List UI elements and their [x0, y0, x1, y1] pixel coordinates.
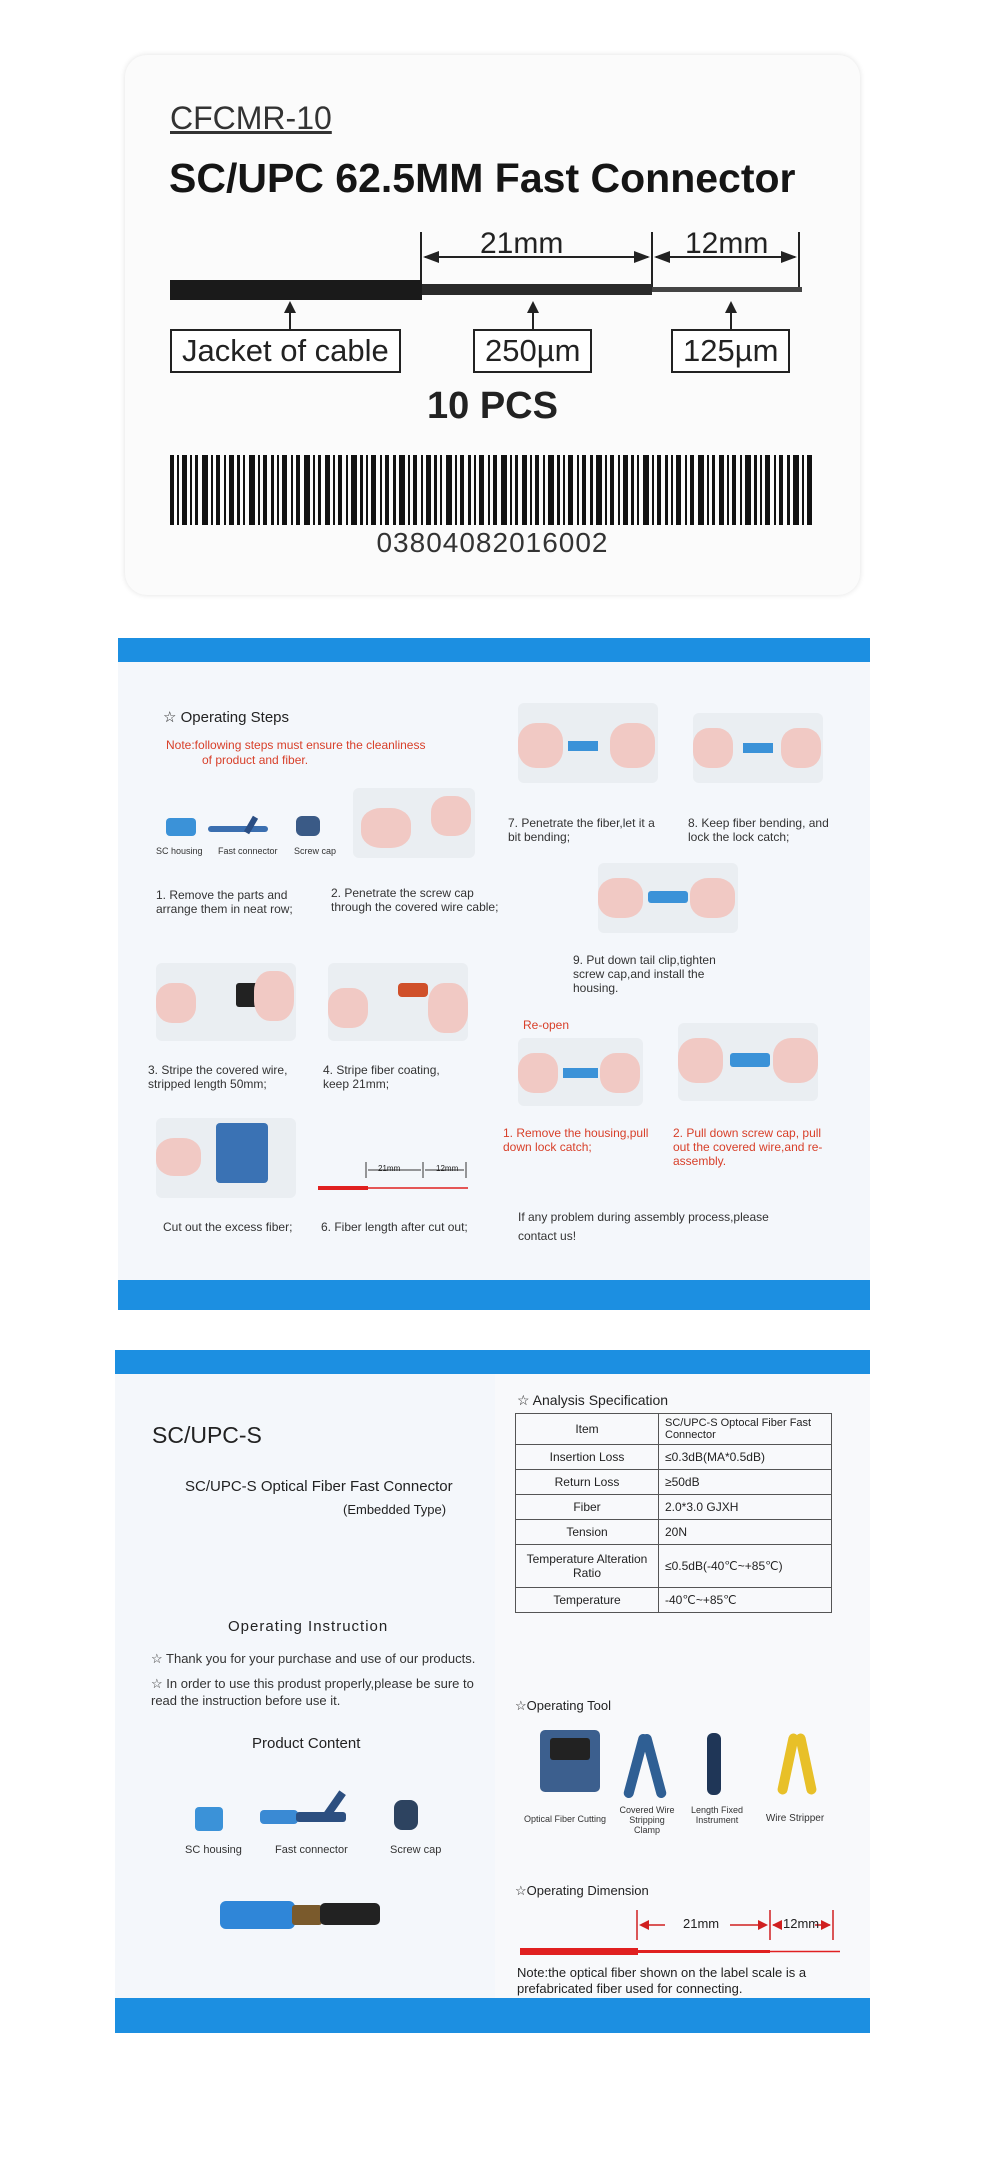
- product-spec-panel: [115, 1350, 870, 2033]
- spec-cell: Return Loss: [516, 1470, 659, 1495]
- quantity: 10 PCS: [427, 385, 558, 427]
- spec-row: [516, 1445, 832, 1470]
- spec-row: [516, 1545, 832, 1588]
- step6-dim-12mm: 12mm: [436, 1164, 459, 1173]
- spec-row: [516, 1520, 832, 1545]
- spec-cell: ≤0.5dB(-40℃~+85℃): [659, 1545, 832, 1588]
- product-label-card: [125, 55, 860, 595]
- product-embedded: (Embedded Type): [343, 1502, 447, 1517]
- dim-21mm: 21mm: [683, 1916, 720, 1931]
- screw-cap-image: [394, 1800, 418, 1830]
- product-subtitle: SC/UPC-S Optical Fiber Fast Connector: [185, 1478, 453, 1495]
- spec-cell: ≤0.3dB(MA*0.5dB): [659, 1445, 832, 1470]
- spec-cell: 20N: [659, 1520, 832, 1545]
- step3-photo: [156, 963, 296, 1041]
- part-label-screw-cap: Screw cap: [390, 1844, 442, 1856]
- product-name: SC/UPC-S: [152, 1422, 262, 1448]
- step5-photo: [156, 1118, 296, 1198]
- panel-bottom-bar: [115, 1998, 870, 2033]
- tool-label-stripping-clamp: Covered Wire Stripping Clamp: [619, 1805, 675, 1835]
- tool-label-length-fixed: Length Fixed Instrument: [690, 1805, 744, 1825]
- spec-cell: Temperature Alteration Ratio: [516, 1545, 659, 1588]
- tool-heading: ☆Operating Tool: [515, 1698, 611, 1713]
- spec-row: [516, 1470, 832, 1495]
- sc-housing-image: [166, 818, 196, 836]
- thanks-text: ☆ Thank you for your purchase and use of our products.: [151, 1651, 476, 1666]
- dim-12mm: 12mm: [783, 1916, 820, 1931]
- part-label-fast-connector: Fast connector: [275, 1844, 348, 1856]
- instruction-heading: Operating Instruction: [228, 1618, 389, 1635]
- spec-cell: Insertion Loss: [516, 1445, 659, 1470]
- panel-top-bar: [115, 1350, 870, 1374]
- step3-text: 3. Stripe the covered wire, stripped length 50mm;: [148, 1063, 288, 1091]
- reopen1-photo: [518, 1038, 643, 1106]
- step1-text: 1. Remove the parts and arrange them in neat row;: [156, 888, 293, 916]
- spec-row: [516, 1414, 832, 1445]
- tool-label-wire-stripper: Wire Stripper: [765, 1813, 825, 1824]
- operating-steps-panel: [118, 638, 870, 1310]
- dim-12mm: 12mm: [685, 227, 769, 260]
- reopen-heading: Re-open: [523, 1018, 570, 1032]
- assembled-connector-image: [220, 1895, 390, 1935]
- box-jacket-of-cable: Jacket of cable: [170, 329, 401, 373]
- spec-heading: ☆ Analysis Specification: [517, 1392, 669, 1408]
- step8-text: 8. Keep fiber bending, and lock the lock catch;: [688, 816, 829, 844]
- step7-photo: [518, 703, 658, 783]
- steps-note-line2: of product and fiber.: [202, 753, 309, 767]
- content-heading: Product Content: [252, 1735, 361, 1752]
- fast-connector-image: [208, 816, 278, 836]
- screw-cap-image: [296, 816, 320, 836]
- spec-cell: ≥50dB: [659, 1470, 832, 1495]
- box-125um: 125µm: [671, 329, 790, 373]
- reopen2-photo: [678, 1023, 818, 1101]
- step8-photo: [693, 713, 823, 783]
- step7-text: 7. Penetrate the fiber,let it a bit bending;: [508, 816, 655, 844]
- step2-photo: [353, 788, 475, 858]
- steps-heading: ☆ Operating Steps: [163, 709, 290, 726]
- step6-dim-21mm: 21mm: [378, 1164, 401, 1173]
- spec-row: [516, 1495, 832, 1520]
- label-title: SC/UPC 62.5MM Fast Connector: [169, 155, 796, 201]
- dim-21mm: 21mm: [480, 227, 564, 260]
- sc-housing-image: [195, 1807, 223, 1831]
- spec-cell: Fiber: [516, 1495, 659, 1520]
- order-text: ☆ In order to use this produst properly,please be sure to read the instruction before use it.: [151, 1676, 474, 1708]
- spec-cell: Temperature: [516, 1588, 659, 1613]
- spec-cell: -40℃~+85℃: [659, 1588, 832, 1613]
- step9-photo: [598, 863, 738, 933]
- spec-cell: 2.0*3.0 GJXH: [659, 1495, 832, 1520]
- step2-text: 2. Penetrate the screw cap through the covered wire cable;: [331, 886, 499, 914]
- step4-photo: [328, 963, 468, 1041]
- spec-table: [515, 1413, 832, 1613]
- length-fixed-instrument-image: [707, 1733, 721, 1795]
- wire-stripper-image: [775, 1733, 819, 1795]
- step4-text: 4. Stripe fiber coating, keep 21mm;: [323, 1063, 440, 1091]
- step6-text: 6. Fiber length after cut out;: [321, 1220, 468, 1234]
- step9-text: 9. Put down tail clip,tighten screw cap,and install the housing.: [573, 953, 716, 995]
- barcode: [170, 455, 815, 525]
- contact-text: If any problem during assembly process,please contact us!: [518, 1210, 769, 1243]
- stripping-clamp-image: [627, 1733, 663, 1799]
- panel-bottom-bar: [118, 1280, 870, 1310]
- barcode-number: 03804082016002: [376, 527, 609, 558]
- part-label-sc-housing: SC housing: [185, 1844, 242, 1856]
- fast-connector-image: [260, 1790, 370, 1832]
- panel-top-bar: [118, 638, 870, 662]
- fiber-cleaver-image: [540, 1730, 600, 1792]
- dimension-heading: ☆Operating Dimension: [515, 1883, 649, 1898]
- spec-cell: SC/UPC-S Optocal Fiber Fast Connector: [659, 1414, 832, 1445]
- spec-row: [516, 1588, 832, 1613]
- spec-table-wrap: [515, 1413, 832, 1613]
- reopen2-text: 2. Pull down screw cap, pull out the covered wire,and re-assembly.: [673, 1126, 823, 1168]
- part-label-screw-cap: Screw cap: [294, 846, 337, 856]
- part-label-fast-connector: Fast connector: [218, 846, 278, 856]
- box-250um: 250µm: [473, 329, 592, 373]
- dimension-note: Note:the optical fiber shown on the label scale is a prefabricated fiber used for connecting.: [517, 1965, 807, 1996]
- tool-label-fiber-cutting: Optical Fiber Cutting: [523, 1814, 607, 1824]
- spec-cell: Tension: [516, 1520, 659, 1545]
- spec-cell: Item: [516, 1414, 659, 1445]
- step5-text: Cut out the excess fiber;: [163, 1220, 293, 1234]
- reopen1-text: 1. Remove the housing,pull down lock catch;: [503, 1126, 649, 1154]
- model-number: CFCMR-10: [170, 100, 332, 136]
- steps-note-line1: Note:following steps must ensure the cleanliness: [166, 738, 426, 752]
- part-label-sc-housing: SC housing: [156, 846, 203, 856]
